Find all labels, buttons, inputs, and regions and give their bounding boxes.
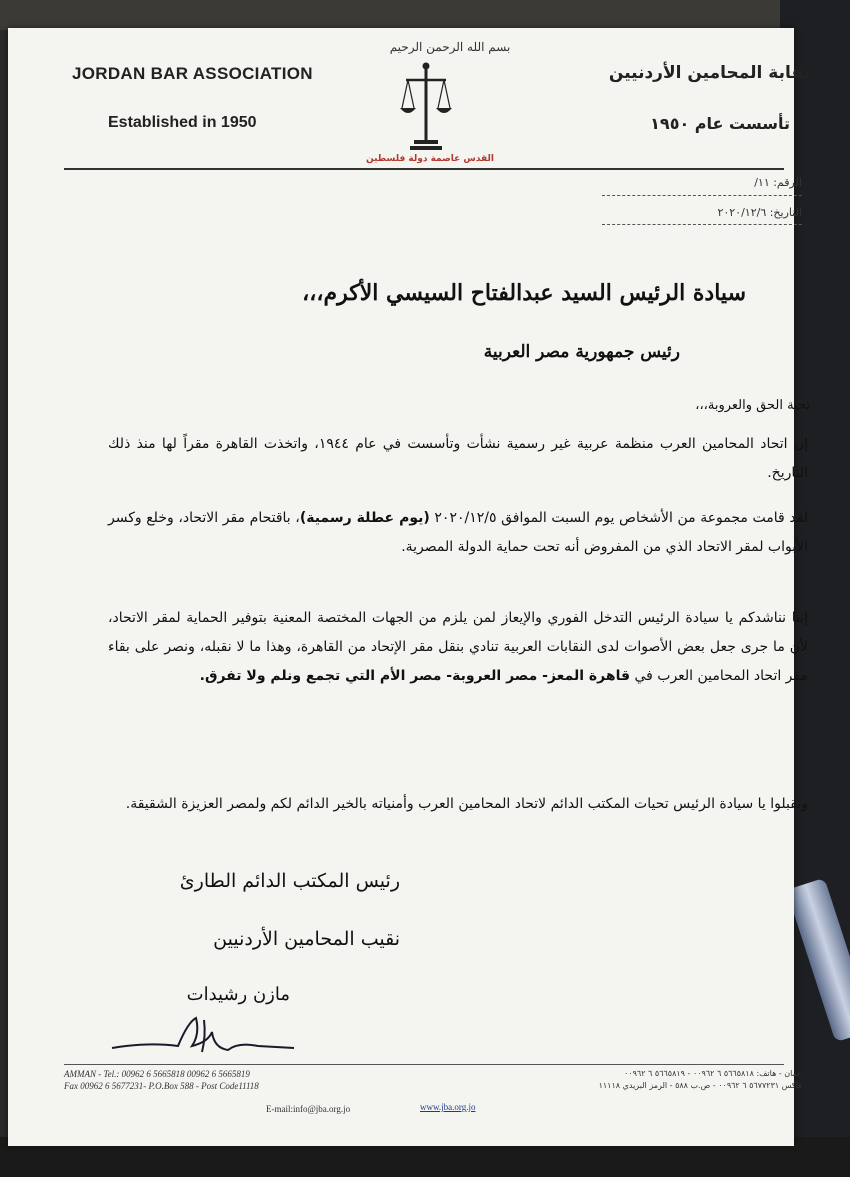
paragraph-3-bold: قاهرة المعز- مصر العروبة- مصر الأم التي تجمع ونلم ولا تفرق. <box>199 668 630 684</box>
body-paragraph-3 <box>108 604 808 691</box>
letter-date: التاريخ: ٢٠٢٠/١٢/٦ <box>717 206 802 219</box>
signatory-name: مازن رشيدات <box>186 984 290 1005</box>
paragraph-2-text-b: ، باقتحام مقر الاتحاد، وخلع وكسر الأبواب لمقر الاتحاد الذي من المفروض أنه تحت حماية الدولة المصرية. <box>108 510 808 555</box>
footer-arabic-line-2: فاكس ٥٦٧٧٢٣١ ٦ ٠٠٩٦٢ - ص.ب ٥٨٨ - الرمز البريدي ١١١١٨ <box>598 1081 802 1090</box>
addressee-title: رئيس جمهورية مصر العربية <box>483 342 680 362</box>
footer-divider <box>64 1064 784 1065</box>
handwritten-signature <box>108 1012 298 1060</box>
header-arabic-established: تأسست عام ١٩٥٠ <box>650 114 790 133</box>
footer-english-line-1: AMMAN - Tel.: 00962 6 5665818 00962 6 5665819 <box>64 1069 250 1079</box>
body-paragraph-1: إن اتحاد المحامين العرب منظمة عربية غير رسمية نشأت وتأسست في عام ١٩٤٤، واتخذت القاهرة مقراً لها منذ ذلك التاريخ. <box>108 436 808 481</box>
reference-dotted-line <box>602 195 802 196</box>
signoff-title-1: رئيس المكتب الدائم الطارئ <box>179 870 400 892</box>
footer-english-line-2: Fax 00962 6 5677231- P.O.Box 588 - Post Code11118 <box>64 1081 259 1091</box>
footer-arabic-line-1: عمان - هاتف: ٥٦٦٥٨١٨ ٦ ٠٠٩٦٢ - ٥٦٦٥٨١٩ ٦ ٠٠٩٦٢ <box>624 1069 802 1078</box>
basmala: بسم الله الرحمن الرحيم <box>389 40 511 54</box>
header-english-title: JORDAN BAR ASSOCIATION <box>72 64 313 83</box>
signoff-title-2: نقيب المحامين الأردنيين <box>213 928 400 950</box>
reference-number: الرقم: ١١/ <box>754 176 802 189</box>
emblem-caption: القدس عاصمة دولة فلسطين <box>366 154 494 164</box>
background-top <box>0 0 850 30</box>
header-english-established: Established in 1950 <box>108 114 257 131</box>
footer-english-contact <box>64 1068 394 1092</box>
header-divider <box>64 168 784 170</box>
footer-email: E-mail:info@jba.org.jo <box>266 1104 351 1114</box>
scales-emblem-icon <box>398 60 454 156</box>
header-arabic-title: نقابة المحامين الأردنيين <box>608 63 810 83</box>
body-paragraph-4: وتقبلوا يا سيادة الرئيس تحيات المكتب الدائم لاتحاد المحامين العرب وأمنياته بالخير الدائم لكم ولمصر العزيزة الشقيقة. <box>125 796 808 812</box>
paragraph-2-bold: (يوم عطلة رسمية) <box>299 510 430 526</box>
date-dotted-line <box>602 224 802 225</box>
paragraph-3-text: إننا نناشدكم يا سيادة الرئيس التدخل الفوري والإيعاز لمن يلزم من الجهات المختصة المعنية بتوفير الحماية لمقر الاتحاد، لأن ما جرى جعل بعض الأصوات لدى النقابات العربية تنادي بنقل مقر الإتحاد من القاهرة، وهذا ما لا نقبله، ونصر على بقاء مقر اتحاد المحامين العرب في <box>108 610 808 684</box>
footer-arabic-contact <box>502 1068 802 1092</box>
addressee-name: سيادة الرئيس السيد عبدالفتاح السيسي الأكرم،،، <box>302 280 746 306</box>
footer-website-link[interactable]: www.jba.org.jo <box>420 1102 476 1112</box>
body-paragraph-2 <box>108 504 808 562</box>
greeting: تحية الحق والعروبة،،، <box>695 398 810 413</box>
paragraph-2-text-a: لقد قامت مجموعة من الأشخاص يوم السبت الموافق ٢٠٢٠/١٢/٥ <box>429 510 809 526</box>
